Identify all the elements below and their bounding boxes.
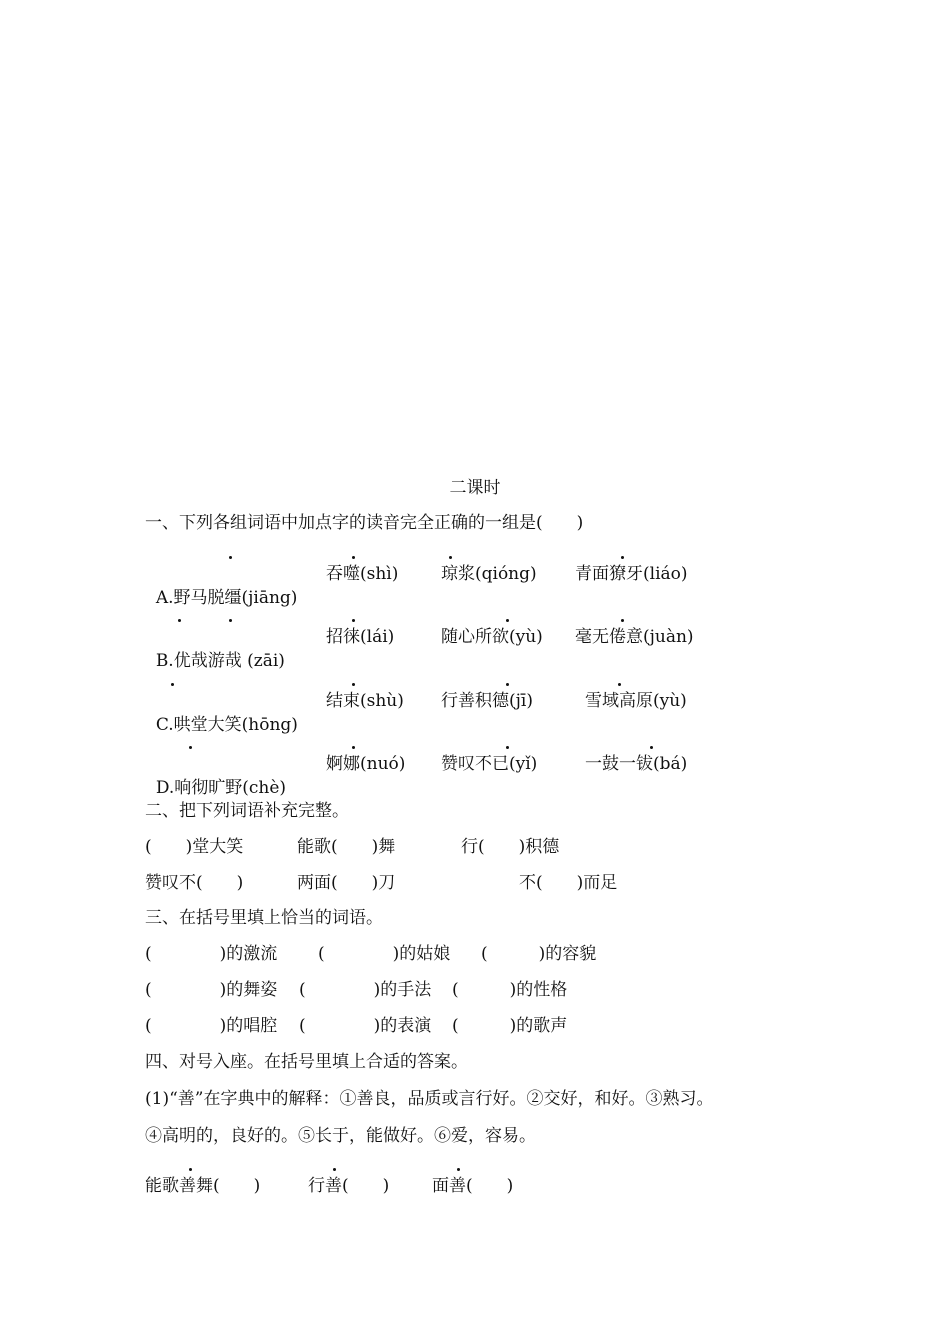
option-label: B. [155, 651, 174, 671]
emphasis-dot [352, 746, 355, 749]
q1-stem: 一、下列各组词语中加点字的读音完全正确的一组是( ) [145, 513, 584, 533]
fill-blank-item: ( )的表演 [299, 1016, 432, 1036]
emphasis-dot [229, 619, 232, 622]
emphasis-dot [621, 619, 624, 622]
fill-blank-item: ( )的姑娘 [318, 944, 451, 964]
q1-option-a [145, 562, 297, 610]
option-word: 优哉游哉 (zāi) [173, 651, 285, 671]
q1-option-b [145, 625, 285, 673]
emphasis-dot [457, 1168, 460, 1171]
answer-item: 行善( ) [308, 1176, 390, 1196]
fill-blank-item: ( )的舞姿 [145, 980, 278, 1000]
option-word: 吞噬(shì) [326, 564, 399, 584]
emphasis-dot [352, 556, 355, 559]
emphasis-dot [506, 746, 509, 749]
emphasis-dot [618, 683, 621, 686]
emphasis-dot [352, 683, 355, 686]
option-word: 赞叹不已(yǐ) [441, 754, 538, 774]
emphasis-dot [189, 1168, 192, 1171]
fill-blank-item: ( )的歌声 [452, 1016, 568, 1036]
page-title: 二课时 [449, 478, 501, 498]
option-word: 一鼓一钹(bá) [585, 754, 688, 774]
emphasis-dot [650, 746, 653, 749]
fill-blank-item: 赞叹不( ) [145, 873, 244, 893]
fill-blank-item: ( )的唱腔 [145, 1016, 278, 1036]
emphasis-dot [449, 556, 452, 559]
q4-definition-line: ④高明的，良好的。⑤长于，能做好。⑥爱，容易。 [145, 1126, 536, 1146]
fill-blank-item: 两面( )刀 [297, 873, 396, 893]
option-word: 青面獠牙(liáo) [575, 564, 688, 584]
option-word: 响彻旷野(chè) [174, 778, 287, 798]
answer-item: 面善( ) [432, 1176, 514, 1196]
fill-blank-item: 能歌( )舞 [297, 837, 396, 857]
emphasis-dot [178, 619, 181, 622]
fill-blank-item: ( )的容貌 [481, 944, 597, 964]
option-word: 毫无倦意(juàn) [575, 627, 694, 647]
emphasis-dot [352, 619, 355, 622]
fill-blank-item: ( )堂大笑 [145, 837, 244, 857]
option-word: 招徕(lái) [326, 627, 395, 647]
emphasis-dot [621, 556, 624, 559]
emphasis-dot [506, 619, 509, 622]
fill-blank-item: ( )的手法 [299, 980, 432, 1000]
fill-blank-item: ( )的激流 [145, 944, 278, 964]
option-label: D. [155, 778, 175, 798]
emphasis-dot [189, 746, 192, 749]
option-label: C. [155, 715, 174, 735]
fill-blank-item: ( )的性格 [452, 980, 568, 1000]
option-word: 野马脱缰(jiāng) [173, 588, 298, 608]
option-word: 琼浆(qióng) [441, 564, 537, 584]
option-word: 结束(shù) [326, 691, 404, 711]
q4-definition-line: (1)“善”在字典中的解释：①善良，品质或言行好。②交好，和好。③熟习。 [145, 1089, 714, 1109]
emphasis-dot [229, 556, 232, 559]
option-word: 随心所欲(yù) [441, 627, 543, 647]
q1-option-d [145, 752, 286, 800]
answer-item: 能歌善舞( ) [145, 1176, 261, 1196]
emphasis-dot [171, 683, 174, 686]
emphasis-dot [333, 1168, 336, 1171]
option-label: A. [155, 588, 174, 608]
q4-stem: 四、对号入座。在括号里填上合适的答案。 [145, 1052, 468, 1072]
q2-stem: 二、把下列词语补充完整。 [145, 801, 349, 821]
option-word: 哄堂大笑(hōng) [173, 715, 298, 735]
option-word: 行善积德(jī) [441, 691, 533, 711]
emphasis-dot [506, 683, 509, 686]
q1-option-c [145, 689, 298, 737]
fill-blank-item: 不( )而足 [519, 873, 618, 893]
fill-blank-item: 行( )积德 [461, 837, 560, 857]
q3-stem: 三、在括号里填上恰当的词语。 [145, 908, 383, 928]
option-word: 雪域高原(yù) [585, 691, 687, 711]
option-word: 婀娜(nuó) [326, 754, 406, 774]
